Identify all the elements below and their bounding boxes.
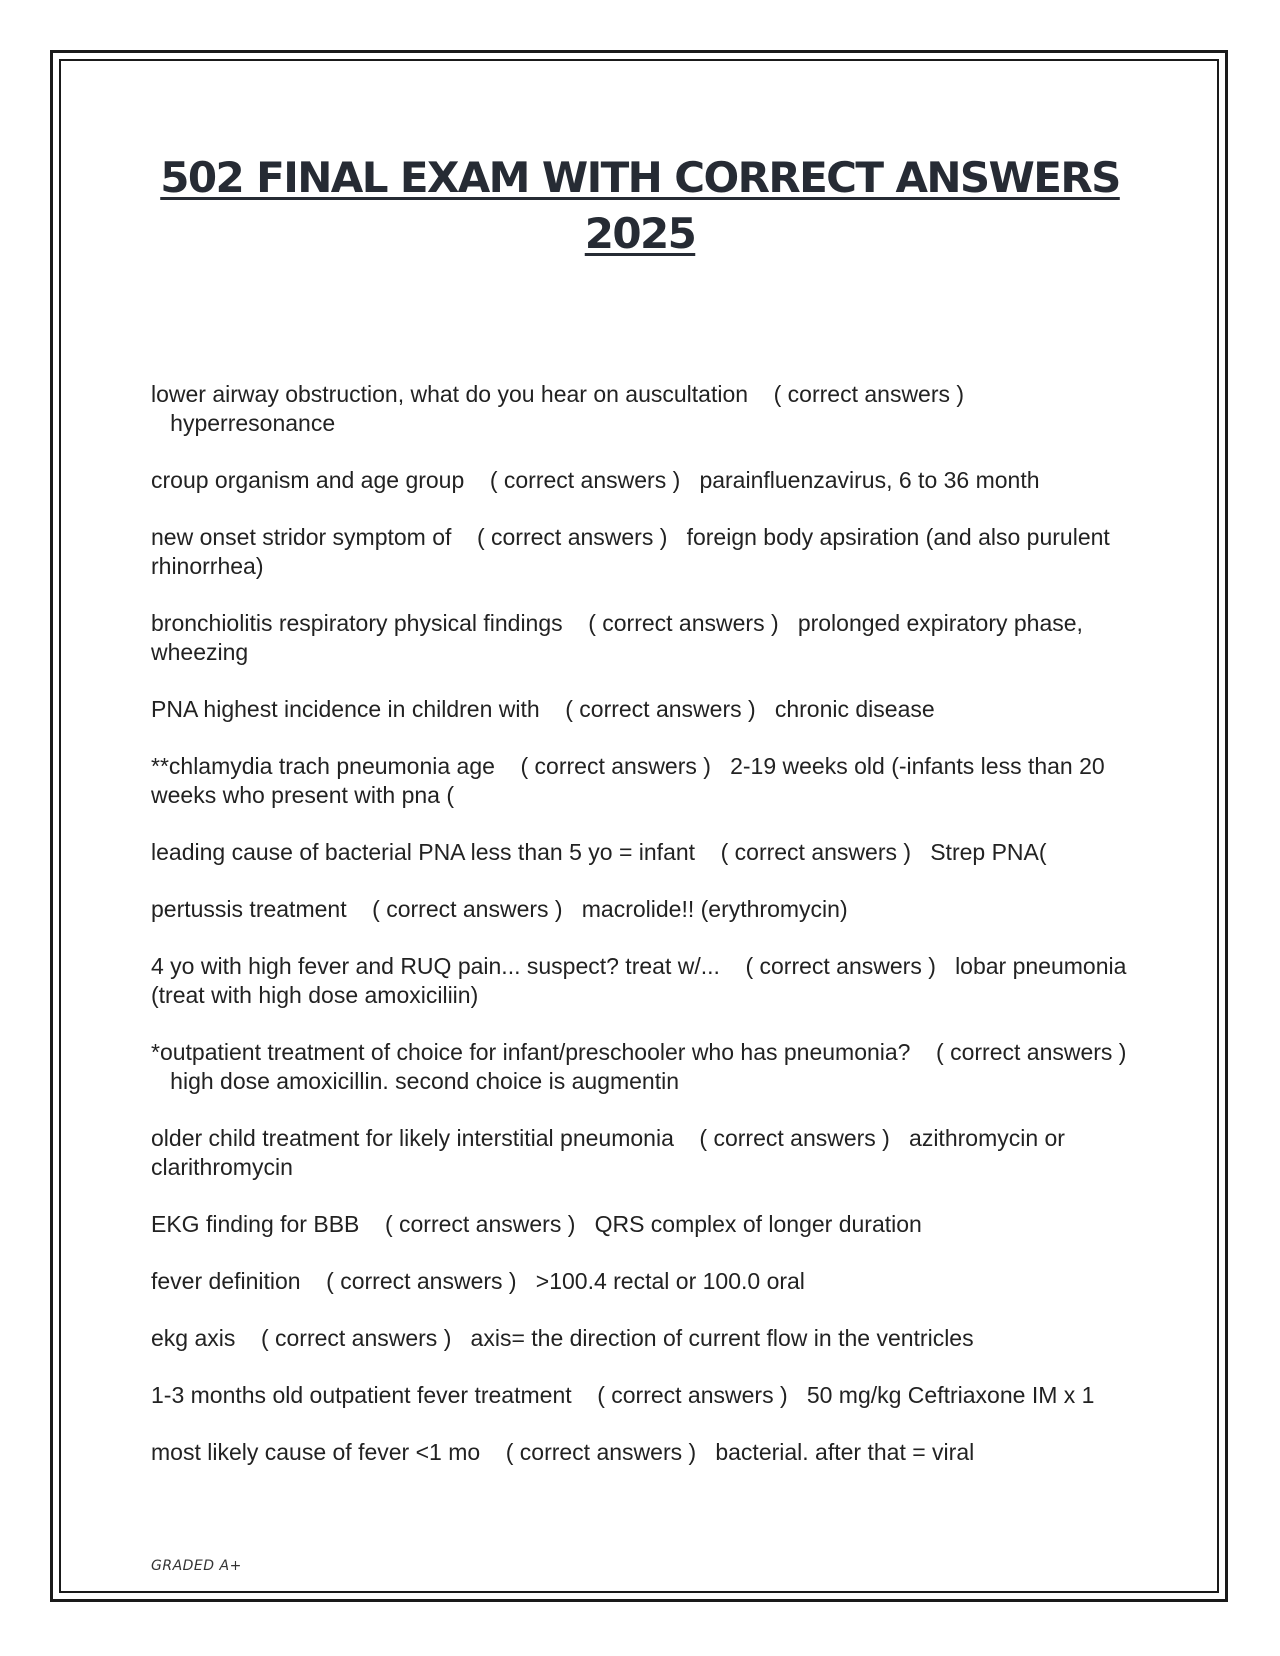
question-text: PNA highest incidence in children with	[151, 696, 540, 722]
answer-text: 50 mg/kg Ceftriaxone IM x 1	[806, 1382, 1095, 1408]
question-text: bronchiolitis respiratory physical findings	[151, 610, 563, 636]
answer-text: bacterial. after that = viral	[715, 1439, 975, 1465]
qa-item	[151, 1038, 1141, 1096]
answer-text: chronic disease	[774, 696, 935, 722]
question-text: 1-3 months old outpatient fever treatment	[151, 1382, 572, 1408]
answer-text: 2-19 weeks old (-infants less than 20 weeks who present with pna (	[151, 753, 1105, 808]
answer-marker: ( correct answers )	[773, 381, 965, 407]
question-text: pertussis treatment	[151, 896, 347, 922]
question-text: EKG finding for BBB	[151, 1211, 360, 1237]
qa-item	[151, 609, 1141, 667]
qa-item	[151, 1324, 1141, 1353]
question-text: croup organism and age group	[151, 467, 465, 493]
title-line-2: 2025	[584, 209, 696, 258]
qa-item	[151, 895, 1141, 924]
answer-marker: ( correct answers )	[372, 896, 563, 922]
answer-marker: ( correct answers )	[326, 1268, 517, 1294]
question-text: new onset stridor symptom of	[151, 524, 452, 550]
answer-text: Strep PNA(	[930, 839, 1047, 865]
answer-text: axis= the direction of current flow in the ventricles	[470, 1325, 974, 1351]
qa-item	[151, 1267, 1141, 1296]
qa-item	[151, 752, 1141, 810]
qa-item	[151, 523, 1141, 581]
answer-marker: ( correct answers )	[588, 610, 779, 636]
answer-text: foreign body apsiration (and also purulent rhinorrhea)	[151, 524, 1110, 579]
answer-marker: ( correct answers )	[520, 753, 711, 779]
question-text: lower airway obstruction, what do you hear on auscultation	[151, 381, 749, 407]
qa-item	[151, 952, 1141, 1010]
answer-marker: ( correct answers )	[384, 1211, 576, 1237]
qa-item	[151, 1124, 1141, 1182]
answer-text: prolonged expiratory phase, wheezing	[151, 610, 1083, 665]
answer-marker: ( correct answers )	[489, 467, 681, 493]
answer-text: azithromycin or clarithromycin	[151, 1125, 1065, 1180]
footer-grade: GRADED A+	[151, 1558, 242, 1574]
question-text: ekg axis	[151, 1325, 236, 1351]
answer-text: QRS complex of longer duration	[594, 1211, 922, 1237]
answer-text: >100.4 rectal or 100.0 oral	[535, 1268, 805, 1294]
answer-marker: ( correct answers )	[936, 1039, 1127, 1065]
qa-item	[151, 380, 1141, 438]
question-text: most likely cause of fever <1 mo	[151, 1439, 481, 1465]
answer-text: hyperresonance	[170, 410, 336, 436]
answer-marker: ( correct answers )	[745, 953, 936, 979]
title-line-1: 502 FINAL EXAM WITH CORRECT ANSWERS	[160, 153, 1120, 202]
page-title	[140, 150, 1140, 262]
answer-marker: ( correct answers )	[720, 839, 912, 865]
qa-item	[151, 1210, 1141, 1239]
qa-item	[151, 466, 1141, 495]
answer-text: lobar pneumonia (treat with high dose amoxiciliin)	[151, 953, 1127, 1008]
answer-marker: ( correct answers )	[597, 1382, 788, 1408]
qa-list	[151, 380, 1141, 1495]
question-text: leading cause of bacterial PNA less than 5 yo = infant	[151, 839, 696, 865]
answer-marker: ( correct answers )	[260, 1325, 452, 1351]
qa-item	[151, 1438, 1141, 1467]
question-text: older child treatment for likely interstitial pneumonia	[151, 1125, 674, 1151]
answer-marker: ( correct answers )	[699, 1125, 890, 1151]
question-text: fever definition	[151, 1268, 301, 1294]
question-text: *outpatient treatment of choice for infant/preschooler who has pneumonia?	[151, 1039, 911, 1065]
answer-text: macrolide!! (erythromycin)	[581, 896, 848, 922]
question-text: 4 yo with high fever and RUQ pain... suspect? treat w/...	[151, 953, 720, 979]
answer-marker: ( correct answers )	[565, 696, 756, 722]
qa-item	[151, 838, 1141, 867]
answer-marker: ( correct answers )	[476, 524, 668, 550]
answer-text: parainfluenzavirus, 6 to 36 month	[699, 467, 1040, 493]
answer-marker: ( correct answers )	[505, 1439, 697, 1465]
answer-text: high dose amoxicillin. second choice is augmentin	[170, 1068, 680, 1094]
qa-item	[151, 695, 1141, 724]
question-text: **chlamydia trach pneumonia age	[151, 753, 495, 779]
qa-item	[151, 1381, 1141, 1410]
